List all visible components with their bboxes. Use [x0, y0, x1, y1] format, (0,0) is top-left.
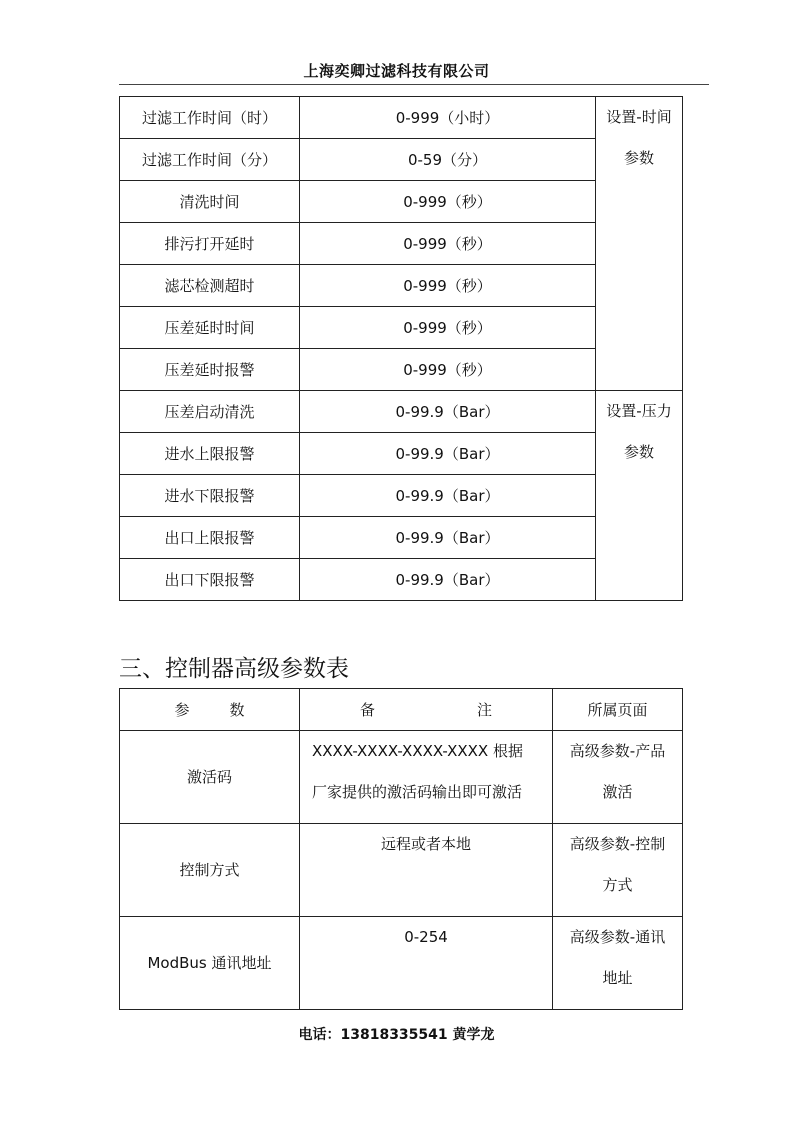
- table-row: [120, 97, 683, 139]
- range-cell: 0-999（秒）: [300, 265, 596, 307]
- page-line1: 高级参数-控制: [569, 835, 666, 853]
- param-cell: 过滤工作时间（时）: [120, 97, 300, 139]
- header-remark-char1: 备: [360, 700, 376, 719]
- footer-contact: 电话：13818335541 黄学龙: [298, 1027, 495, 1043]
- section-heading: 三、控制器高级参数表: [119, 656, 349, 682]
- param-cell: ModBus 通讯地址: [120, 917, 300, 1010]
- range-cell: 0-99.9（Bar）: [300, 433, 596, 475]
- range-cell: 0-59（分）: [300, 139, 596, 181]
- page-line1: 高级参数-通讯: [569, 928, 666, 946]
- range-cell: 0-999（秒）: [300, 307, 596, 349]
- remark-line1: XXXX-XXXX-XXXX-XXXX 根据: [312, 742, 523, 760]
- table-row: [120, 917, 683, 1010]
- param-cell: 清洗时间: [120, 181, 300, 223]
- remark-line1: 远程或者本地: [380, 835, 471, 853]
- remark-cell: [300, 731, 553, 824]
- table-row: [120, 391, 683, 433]
- page-line2: 激活: [602, 783, 633, 801]
- remark-line2: 厂家提供的激活码输出即可激活: [312, 783, 523, 801]
- group-label-line1: 设置-时间: [606, 108, 672, 126]
- page-line2: 方式: [602, 876, 633, 894]
- page-cell: [553, 917, 683, 1010]
- remark-cell: [300, 824, 553, 917]
- header-param-char2: 数: [229, 700, 245, 719]
- table-header-row: [120, 689, 683, 731]
- remark-line1: 0-254: [404, 928, 448, 946]
- param-cell: 压差延时报警: [120, 349, 300, 391]
- param-cell: 出口上限报警: [120, 517, 300, 559]
- range-cell: 0-999（秒）: [300, 181, 596, 223]
- param-cell: 压差延时时间: [120, 307, 300, 349]
- range-cell: 0-99.9（Bar）: [300, 391, 596, 433]
- group-label-line2: 参数: [623, 149, 654, 167]
- page-line1: 高级参数-产品: [569, 742, 666, 760]
- advanced-parameter-table: [119, 688, 683, 1010]
- page-cell: [553, 824, 683, 917]
- param-cell: 进水上限报警: [120, 433, 300, 475]
- header-remark: [300, 689, 553, 731]
- range-cell: 0-99.9（Bar）: [300, 559, 596, 601]
- param-cell: 过滤工作时间（分）: [120, 139, 300, 181]
- company-header: 上海奕卿过滤科技有限公司: [303, 62, 490, 80]
- range-cell: 0-99.9（Bar）: [300, 517, 596, 559]
- table-row: [120, 731, 683, 824]
- range-cell: 0-999（小时）: [300, 97, 596, 139]
- param-cell: 进水下限报警: [120, 475, 300, 517]
- group-label-line1: 设置-压力: [606, 402, 672, 420]
- range-cell: 0-99.9（Bar）: [300, 475, 596, 517]
- header-param: [120, 689, 300, 731]
- timing-pressure-parameter-table: [119, 96, 683, 601]
- header-divider: [119, 84, 709, 85]
- param-cell: 控制方式: [120, 824, 300, 917]
- header-page: 所属页面: [553, 689, 683, 731]
- param-cell: 排污打开延时: [120, 223, 300, 265]
- remark-cell: [300, 917, 553, 1010]
- header-remark-char2: 注: [476, 700, 492, 719]
- range-cell: 0-999（秒）: [300, 223, 596, 265]
- group-cell-time: [596, 97, 683, 391]
- page-cell: [553, 731, 683, 824]
- header-param-char1: 参: [174, 700, 190, 719]
- param-cell: 激活码: [120, 731, 300, 824]
- group-cell-pressure: [596, 391, 683, 601]
- table-row: [120, 824, 683, 917]
- page-line2: 地址: [602, 969, 633, 987]
- param-cell: 压差启动清洗: [120, 391, 300, 433]
- param-cell: 滤芯检测超时: [120, 265, 300, 307]
- range-cell: 0-999（秒）: [300, 349, 596, 391]
- group-label-line2: 参数: [623, 443, 654, 461]
- param-cell: 出口下限报警: [120, 559, 300, 601]
